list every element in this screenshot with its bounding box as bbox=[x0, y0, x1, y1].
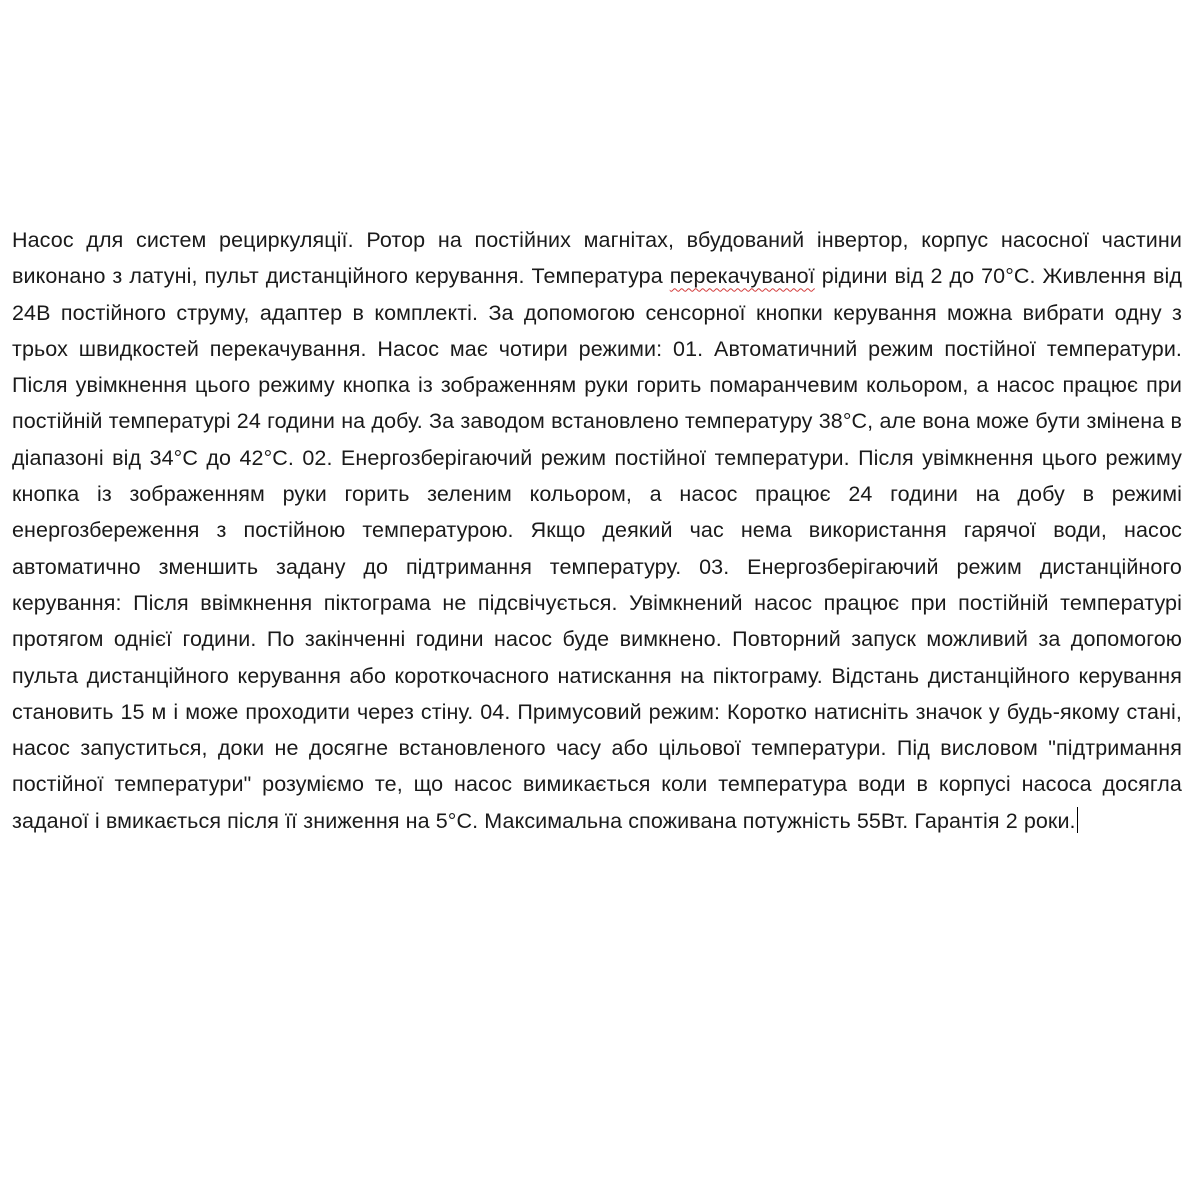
paragraph-text-end: рідини від 2 до 70°С. Живлення від 24В постійного струму, адаптер в комплекті. За допомогою сенсорної кнопки керування можна вибрати одну з трьох швидкостей перекачування. Насос має чотири режими: 01. Автоматичний режим постійної температури. Після увімкнення цього режиму кнопка із зображенням руки горить помаранчевим кольором, а насос працює при постійній температурі 24 години на добу. За заводом встановлено температуру 38°С, але вона може бути змінена в діапазоні від 34°С до 42°С. 02. Енергозберігаючий режим постійної температури. Після увімкнення цього режиму кнопка із зображенням руки горить зеленим кольором, а насос працює 24 години на добу в режимі енергозбереження з постійною температурою. Якщо деякий час нема використання гарячої води, насос автоматично зменшить задану до підтримання температуру. 03. Енергозберігаючий режим дистанційного керування: Після ввімкнення піктограма не підсвічується. Увімкнений насос працює при постійній температурі протягом однієї години. По закінченні години насос буде вимкнено. Повторний запуск можливий за допомогою пульта дистанційного керування або короткочасного натискання на піктограму. Відстань дистанційного керування становить 15 м і може проходити через стіну. 04. Примусовий режим: Коротко натисніть значок у будь-якому стані, насос запуститься, доки не досягне встановленого часу або цільової температури. Під висловом "підтримання постійної температури" розуміємо те, що насос вимикається коли температура води в корпусі насоса досягла заданої і вмикається після її зниження на 5°С. Максимальна споживана потужність 55Вт. Гарантія 2 роки. bbox=[12, 264, 1182, 833]
misspelled-word[interactable]: перекачуваної bbox=[669, 264, 815, 289]
text-cursor bbox=[1077, 807, 1078, 833]
product-description-paragraph[interactable] bbox=[12, 222, 1182, 839]
paragraph-text-start: Насос для систем рециркуляції. Ротор на постійних магнітах, вбудований інвертор, корпус насосної частини виконано з латуні, пульт дистанційного керування. Температура bbox=[12, 228, 1182, 289]
